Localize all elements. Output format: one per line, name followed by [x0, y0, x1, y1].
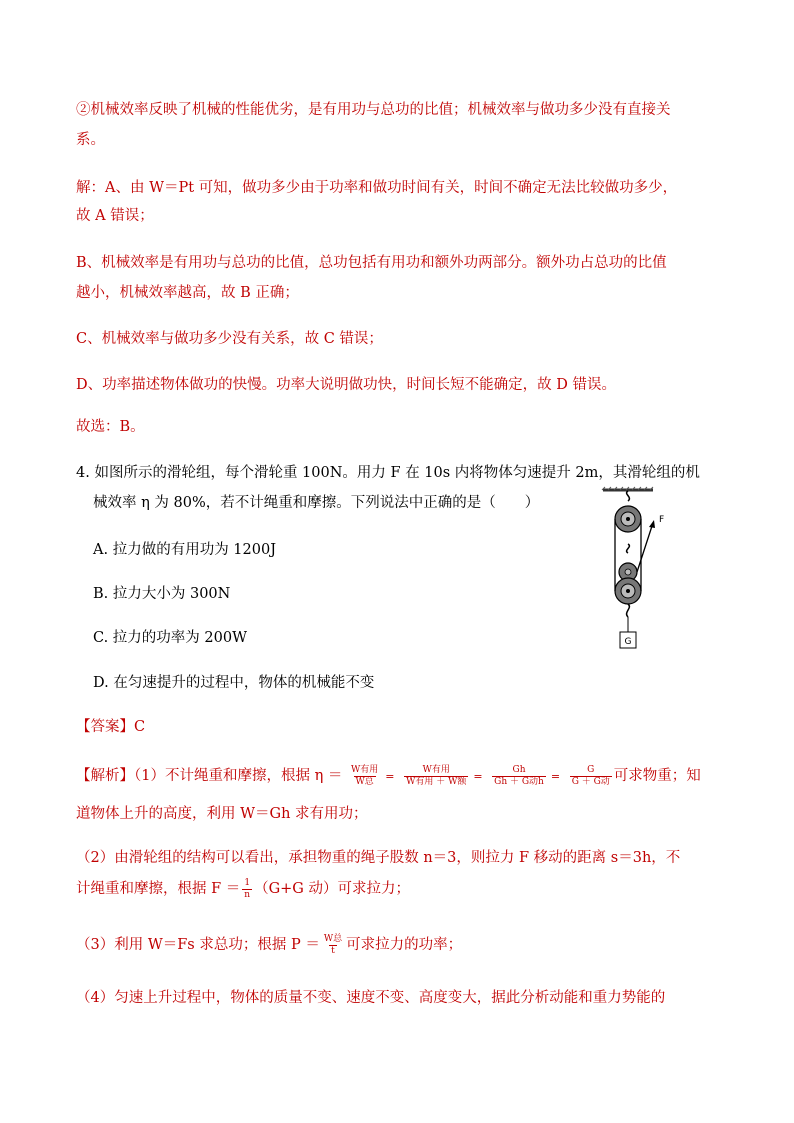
formula-fraction: $\frac{\text{W有用}}{\text{W有用 ＋ W额}}$ — [406, 764, 467, 787]
solution-line: 解：A、由 W＝Pt 可知，做功多少由于功率和做功时间有关，时间不确定无法比较做功多少， — [76, 180, 678, 196]
answer — [76, 717, 145, 737]
question-stem: 4. 如图所示的滑轮组，每个滑轮重 100N。用力 F 在 10s 内将物体匀速提升 2m，其滑轮组的机 — [76, 465, 700, 481]
analysis-text: （G+G 动）可求拉力； — [254, 881, 411, 897]
formula-fraction: $\frac{G}{\text{G ＋ G动}}$ — [571, 764, 610, 787]
analysis-text: 计绳重和摩擦，根据 F ＝ — [76, 881, 241, 897]
formula-fraction: $\frac{1}{n}$ — [244, 877, 251, 900]
analysis-text: 可求拉力的功率； — [346, 937, 463, 953]
analysis-text: （3）利用 W＝Fs 求总功；根据 P ＝ — [76, 937, 320, 953]
analysis-line: 系。 — [76, 132, 105, 148]
answer-tag: 【答案】 — [76, 719, 134, 735]
analysis-text: 可求物重；知 — [613, 768, 701, 784]
option-b: B. 拉力大小为 300N — [93, 586, 231, 602]
analysis-line: （2）由滑轮组的结构可以看出，承担物重的绳子股数 n＝3，则拉力 F 移动的距离 s＝3h，不 — [76, 850, 681, 866]
option-c: C. 拉力的功率为 200W — [93, 630, 247, 646]
question-stem: 械效率 η 为 80%，若不计绳重和摩擦。下列说法中正确的是（ ） — [93, 495, 540, 511]
solution-line: D、功率描述物体做功的快慢。功率大说明做功快，时间长短不能确定，故 D 错误。 — [76, 377, 616, 393]
force-label: F — [659, 515, 665, 525]
solution-line: 越小，机械效率越高，故 B 正确； — [76, 285, 299, 301]
analysis-line: ②机械效率反映了机械的性能优劣，是有用功与总功的比值；机械效率与做功多少没有直接关 — [76, 102, 671, 118]
option-a: A. 拉力做的有用功为 1200J — [93, 542, 277, 558]
solution-line: 故 A 错误； — [76, 208, 154, 224]
analysis-text: （1）不计绳重和摩擦，根据 η ＝ — [134, 768, 343, 784]
pulley-diagram — [597, 486, 677, 656]
weight-label: G — [624, 637, 632, 647]
formula-fraction: $\frac{\text{W总}}{t}$ — [323, 933, 343, 956]
analysis-line: （4）匀速上升过程中，物体的质量不变、速度不变、高度变大，据此分析动能和重力势能的 — [76, 990, 666, 1006]
analysis-line: 道物体上升的高度，利用 W＝Gh 求有用功； — [76, 806, 368, 822]
formula-fraction: $\frac{\text{W有用}}{\text{W总}}$ — [351, 764, 379, 787]
analysis-para-1: 【解析】（1）不计绳重和摩擦，根据 η ＝ $\frac{\text{W有用}}{\text{W总}}$ = $\frac{\text{W有用}}{\text{W有用 ＋ W额}}$ = $\frac{Gh}{\text{Gh ＋ G动h}}$ = $\frac{G}{\text{G ＋ G动}}$ 可求物重；知 — [76, 764, 701, 787]
force-arrow — [649, 520, 655, 528]
choice-line: 故选：B。 — [76, 419, 145, 435]
analysis-para-2 — [76, 876, 410, 902]
option-d: D. 在匀速提升的过程中，物体的机械能不变 — [93, 675, 375, 691]
solution-line: B、机械效率是有用功与总功的比值，总功包括有用功和额外功两部分。额外功占总功的比值 — [76, 255, 667, 271]
solution-line: C、机械效率与做功多少没有关系，故 C 错误； — [76, 331, 383, 347]
answer-value: C — [134, 719, 146, 735]
formula-fraction: $\frac{Gh}{\text{Gh ＋ G动h}}$ — [494, 764, 544, 787]
analysis-tag: 【解析】 — [76, 768, 134, 784]
analysis-para-3 — [76, 932, 462, 958]
